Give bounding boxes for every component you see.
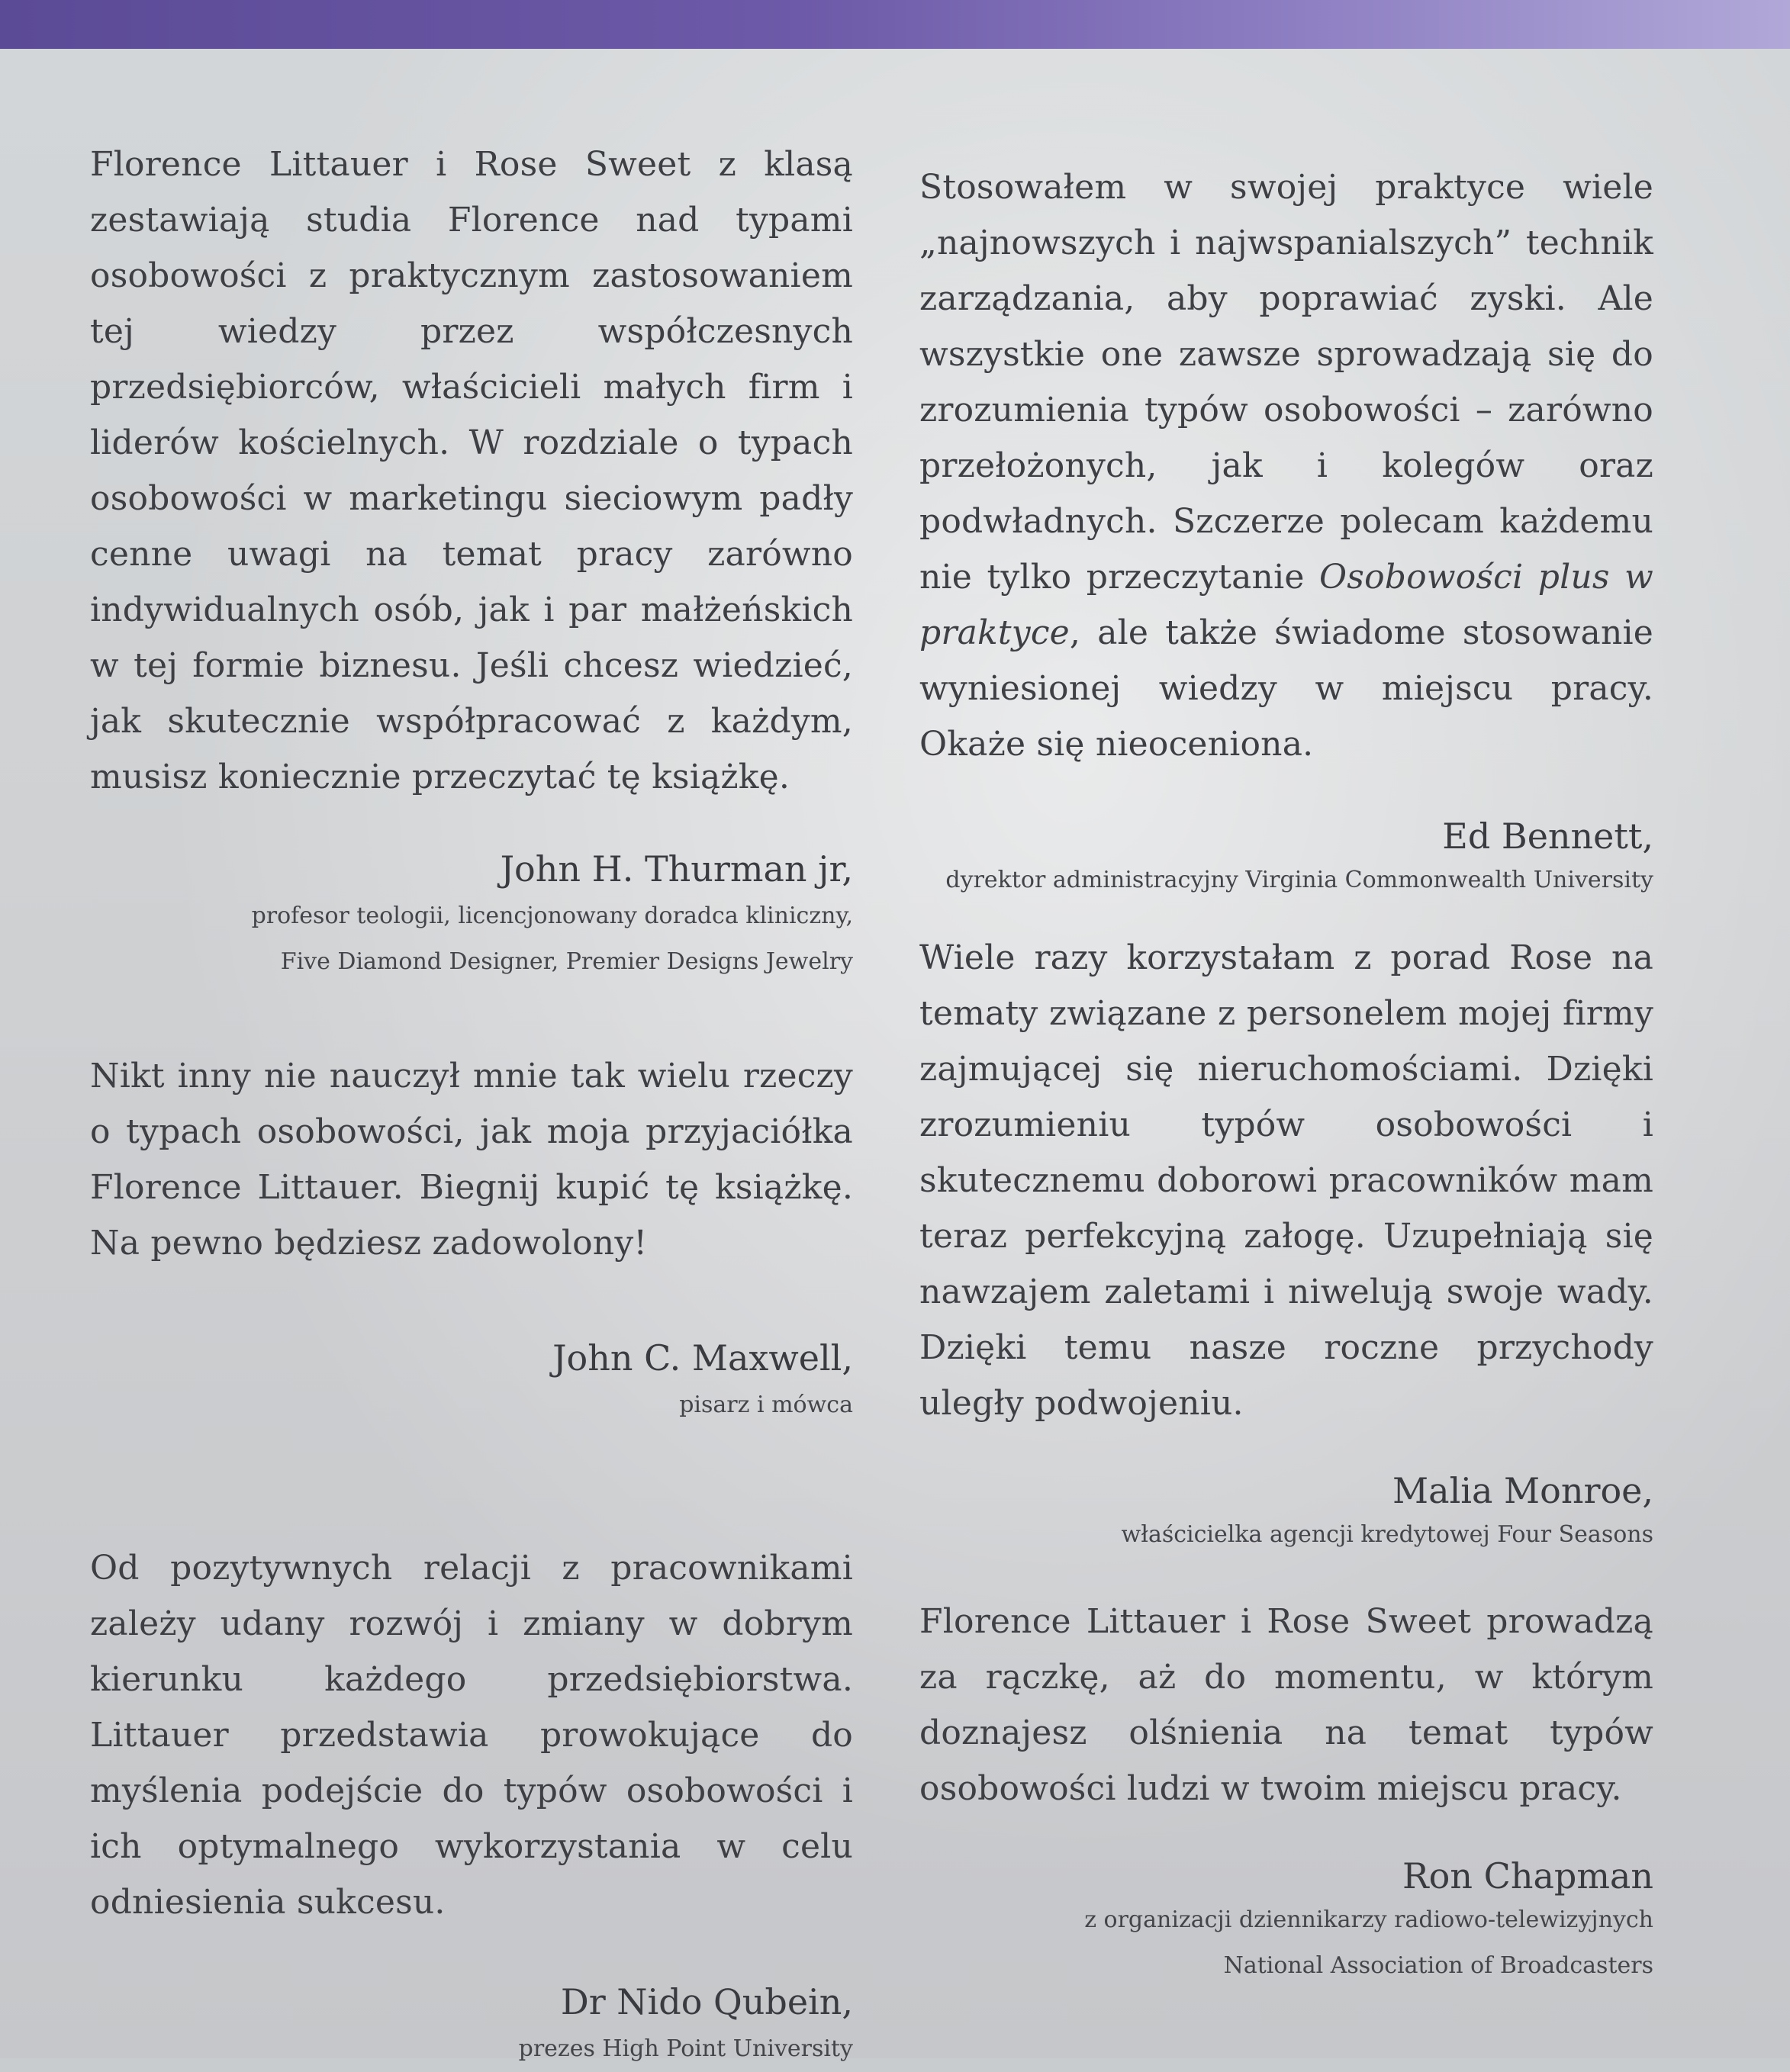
endorsement-role: Five Diamond Designer, Premier Designs Jewelry [280, 948, 853, 975]
endorsement-quote: Wiele razy korzystałam z porad Rose na tematy związane z personelem mojej firmy zajmującej się nieruchomościami. Dzięki zrozumieniu typów osobowości i skutecznemu doborowi pracowników mam teraz perfekcyjną załogę. Uzupełniają się nawzajem zaletami i niwelują swoje wady. Dzięki temu nasze roczne przychody uległy podwojeniu. [919, 938, 1653, 1423]
endorsement-author: John H. Thurman jr, [500, 848, 853, 890]
endorsement-author: Ed Bennett, [1442, 816, 1653, 857]
endorsement-qubein [90, 1540, 853, 2072]
endorsement-author: Malia Monroe, [1392, 1470, 1653, 1511]
back-cover-page [0, 49, 1790, 2062]
endorsement-role: właścicielka agencji kredytowej Four Seasons [1121, 1521, 1653, 1548]
endorsement-role: pisarz i mówca [679, 1392, 853, 1418]
endorsement-maxwell [90, 1048, 853, 1428]
endorsement-role: z organizacji dziennikarzy radiowo-telewizyjnych [1084, 1906, 1653, 1933]
endorsement-quote: Nikt inny nie nauczył mnie tak wielu rzeczy o typach osobowości, jak moja przyjaciółka Florence Littauer. Biegnij kupić tę książkę. Na pewno będziesz zadowolony! [90, 1057, 853, 1263]
endorsement-chapman [919, 1594, 1653, 1989]
endorsement-quote: Florence Littauer i Rose Sweet z klasą zestawiają studia Florence nad typami osobowości z praktycznym zastosowaniem tej wiedzy przez współczesnych przedsiębiorców, właścicieli małych firm i liderów kościelnych. W rozdziale o typach osobowości w marketingu sieciowym padły cenne uwagi na temat pracy zarówno indywidualnych osób, jak i par małżeńskich w tej formie biznesu. Jeśli chcesz wiedzieć, jak skutecznie współpracować z każdym, musisz koniecznie przeczytać tę książkę. [90, 145, 853, 796]
endorsement-bennett [919, 159, 1653, 903]
endorsement-role: prezes High Point University [518, 2035, 853, 2062]
endorsement-author: John C. Maxwell, [552, 1337, 853, 1379]
endorsement-quote [919, 159, 1653, 772]
endorsement-thurman [90, 137, 853, 985]
quote-text: , ale także świadome stosowanie wyniesionej wiedzy w miejscu pracy. Okaże się nieoceniona. [919, 613, 1653, 764]
endorsement-role: National Association of Broadcasters [1223, 1952, 1653, 1979]
endorsement-author: Dr Nido Qubein, [560, 1981, 853, 2022]
endorsement-quote: Florence Littauer i Rose Sweet prowadzą za rączkę, aż do momentu, w którym doznajesz olśnienia na temat typów osobowości ludzi w twoim miejscu pracy. [919, 1602, 1653, 1808]
endorsement-author: Ron Chapman [1402, 1855, 1653, 1897]
book-title: Osobowości plus w praktyce [919, 558, 1653, 652]
endorsement-role: profesor teologii, licencjonowany doradca kliniczny, [251, 902, 853, 929]
endorsement-quote: Od pozytywnych relacji z pracownikami zależy udany rozwój i zmiany w dobrym kierunku każdego przedsiębiorstwa. Littauer przedstawia prowokujące do myślenia podejście do typów osobowości i ich optymalnego wykorzystania w celu odniesienia sukcesu. [90, 1549, 853, 1922]
endorsement-role: dyrektor administracyjny Virginia Commonwealth University [945, 867, 1653, 893]
endorsement-monroe [919, 930, 1653, 1558]
quote-text: Stosowałem w swojej praktyce wiele „najnowszych i najwspanialszych” technik zarządzania, aby poprawiać zyski. Ale wszystkie one zawsze sprowadzają się do zrozumienia typów osobowości – zarówno przełożonych, jak i kolegów oraz podwładnych. Szczerze polecam każdemu nie tylko przeczytanie [919, 168, 1653, 597]
